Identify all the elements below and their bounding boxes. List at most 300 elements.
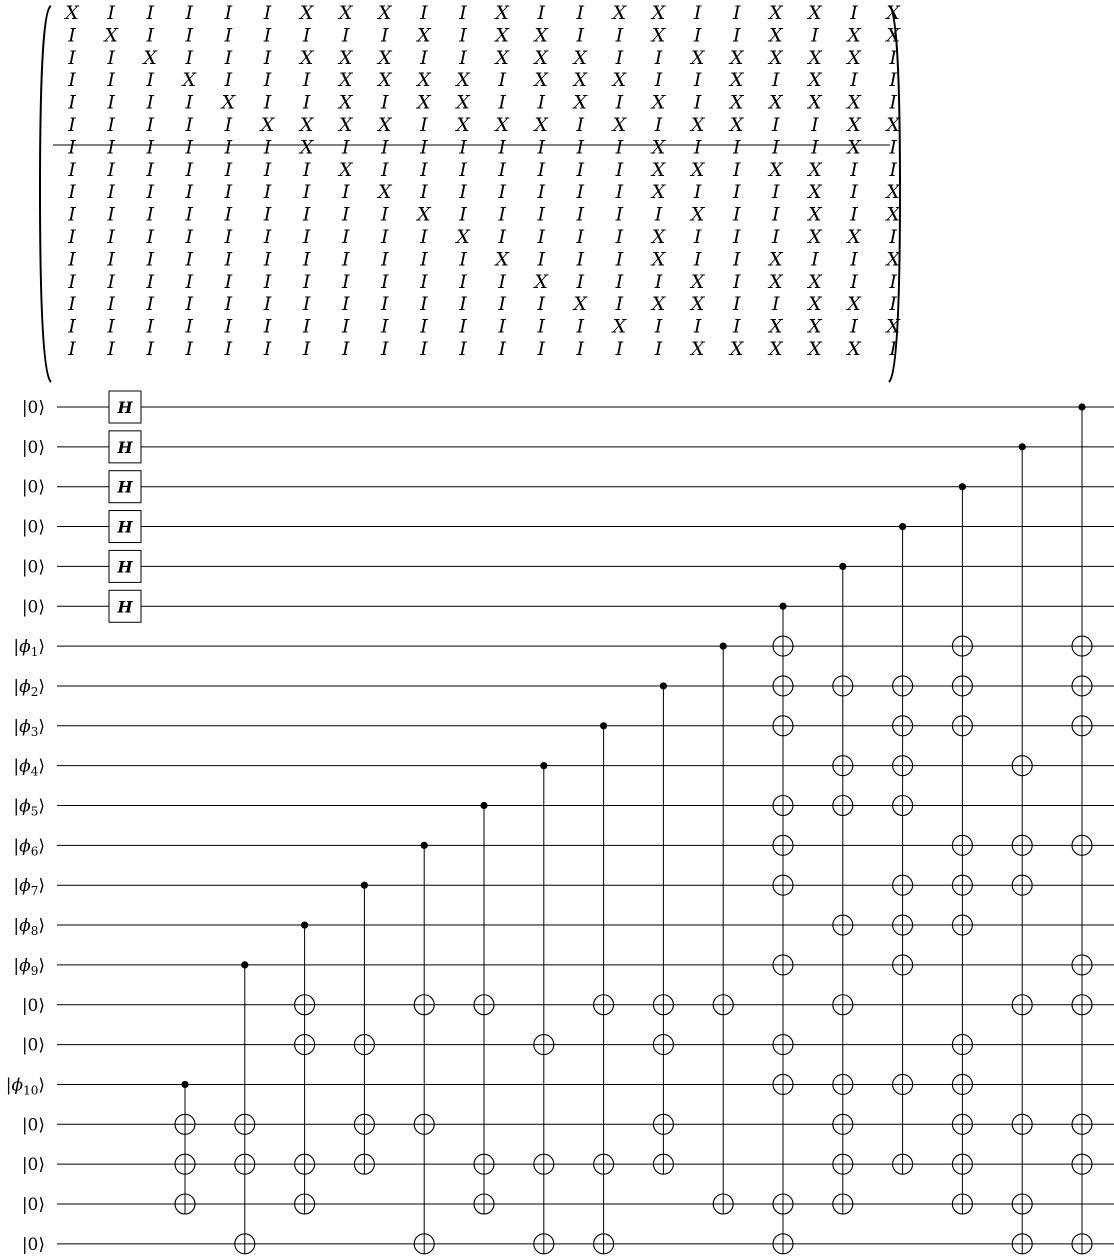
cnot-target <box>1012 835 1032 855</box>
matrix-entry: X <box>729 91 744 114</box>
matrix-entry: I <box>850 203 858 226</box>
matrix-entry: I <box>615 181 624 204</box>
matrix-entry: I <box>889 69 897 92</box>
matrix-entry: X <box>847 91 861 114</box>
cnot-target <box>1072 1154 1092 1174</box>
matrix-entry: X <box>417 203 431 226</box>
matrix-entry: I <box>146 114 154 136</box>
cnot-target <box>1012 995 1032 1015</box>
matrix-entry: X <box>495 248 509 271</box>
matrix-entry: I <box>498 181 506 204</box>
matrix-entry: I <box>185 181 194 204</box>
matrix-entry: I <box>850 2 858 24</box>
matrix-entry: X <box>808 158 822 181</box>
matrix-entry: X <box>378 46 392 69</box>
matrix-entry: X <box>886 181 900 204</box>
matrix-entry: I <box>224 69 233 92</box>
cnot-target <box>414 1234 434 1254</box>
matrix-entry: I <box>381 293 389 316</box>
matrix-entry: X <box>808 293 822 316</box>
wire-label: $|\phi_5⟩$ <box>13 796 45 819</box>
cnot-target <box>1072 1114 1092 1134</box>
cnot-target <box>1012 1194 1032 1214</box>
matrix-entry: I <box>732 226 741 248</box>
control-dot <box>421 842 428 849</box>
matrix-entry: I <box>654 69 663 92</box>
matrix-entry: I <box>420 270 428 293</box>
matrix-entry: I <box>107 248 115 271</box>
matrix-entry: X <box>886 24 900 47</box>
matrix-entry: X <box>534 114 548 136</box>
matrix-entry: I <box>381 24 389 47</box>
matrix-entry: I <box>459 136 467 159</box>
matrix-entry: X <box>495 24 509 47</box>
matrix-entry: I <box>693 136 702 159</box>
matrix-entry: X <box>651 136 666 159</box>
cnot-target <box>952 1194 972 1214</box>
cnot-target <box>952 915 972 935</box>
matrix-entry: I <box>381 248 389 271</box>
matrix-entry: X <box>651 248 666 271</box>
matrix-entry: I <box>420 226 428 248</box>
matrix-entry: I <box>459 46 467 69</box>
matrix-entry: I <box>693 91 702 114</box>
matrix-entry: I <box>68 136 76 159</box>
matrix-entry: I <box>576 114 585 136</box>
matrix-entry: X <box>338 91 353 114</box>
matrix-entry: X <box>378 181 392 204</box>
matrix-entry: X <box>769 2 783 24</box>
matrix-entry: I <box>341 181 350 204</box>
cnot-target <box>773 1234 793 1254</box>
matrix-entry: I <box>537 181 545 204</box>
matrix-entry: X <box>808 91 822 114</box>
matrix-entry: I <box>185 226 194 248</box>
matrix-entry: X <box>808 338 822 360</box>
matrix-entry: I <box>68 226 76 248</box>
matrix-entry: I <box>107 91 115 114</box>
matrix-entry: I <box>224 226 233 248</box>
cnot-target <box>952 1154 972 1174</box>
matrix-entry: X <box>769 270 783 293</box>
matrix-entry: I <box>263 315 272 338</box>
matrix-entry: I <box>732 24 741 47</box>
matrix-entry: I <box>420 136 428 159</box>
matrix-entry: I <box>224 158 233 181</box>
cnot-target <box>1072 1234 1092 1254</box>
matrix-entry: I <box>68 69 76 92</box>
matrix-entry: I <box>459 24 467 47</box>
wire-labels <box>6 398 45 1255</box>
matrix-entry: I <box>302 338 311 360</box>
matrix-entry: X <box>378 69 392 92</box>
matrix-entry: X <box>143 46 157 69</box>
cnot-target <box>893 1074 913 1094</box>
cnot-target <box>833 756 853 776</box>
stabilizer-matrix <box>40 2 901 382</box>
matrix-entry: I <box>459 158 467 181</box>
cnot-target <box>833 915 853 935</box>
matrix-entry: X <box>338 2 353 24</box>
matrix-entry: I <box>263 293 272 316</box>
matrix-entry: X <box>847 226 861 248</box>
matrix-entry: X <box>495 2 509 24</box>
matrix-entry: X <box>651 2 666 24</box>
matrix-entry: I <box>537 293 545 316</box>
matrix-entry: I <box>263 158 272 181</box>
matrix-entry: X <box>378 2 392 24</box>
matrix-entry: I <box>381 315 389 338</box>
matrix-entry: I <box>146 158 154 181</box>
wire-label: $|\phi_4⟩$ <box>13 756 45 779</box>
matrix-entry: I <box>576 248 585 271</box>
matrix-entry: I <box>263 203 272 226</box>
matrix-entry: I <box>850 181 858 204</box>
matrix-entry: I <box>732 315 741 338</box>
cnot-target <box>295 1194 315 1214</box>
matrix-entry: I <box>107 46 115 69</box>
cnot-target <box>893 955 913 975</box>
cnot-target <box>893 676 913 696</box>
matrix-entry: I <box>107 2 115 24</box>
matrix-entry: I <box>654 46 663 69</box>
matrix-entry: X <box>847 338 861 360</box>
matrix-entry: I <box>420 46 428 69</box>
matrix-entry: I <box>263 69 272 92</box>
matrix-entry: I <box>615 158 624 181</box>
matrix-entry: I <box>341 203 350 226</box>
matrix-entry: X <box>886 315 900 338</box>
matrix-entry: X <box>847 114 861 136</box>
matrix-entry: X <box>808 46 822 69</box>
matrix-entry: I <box>68 24 76 47</box>
control-dot <box>779 603 786 610</box>
matrix-entry: I <box>459 248 467 271</box>
cnot-target <box>235 1114 255 1134</box>
matrix-entry: I <box>576 338 585 360</box>
matrix-entry: I <box>654 338 663 360</box>
matrix-entry: I <box>537 91 545 114</box>
hadamard-gate-label: H <box>117 477 133 497</box>
matrix-entry: I <box>889 293 897 316</box>
cnot-target <box>773 1035 793 1055</box>
matrix-entry: I <box>68 46 76 69</box>
cnot-target <box>773 875 793 895</box>
hadamard-gate-label: H <box>117 517 133 537</box>
wire-label: |0⟩ <box>21 597 45 618</box>
control-dot <box>1078 403 1085 410</box>
matrix-entry: I <box>772 293 780 316</box>
matrix-entry: I <box>302 203 311 226</box>
matrix-entry: I <box>263 248 272 271</box>
matrix-entry: X <box>808 69 822 92</box>
matrix-entry: I <box>146 136 154 159</box>
matrix-entry: X <box>651 158 666 181</box>
cnot-target <box>1012 756 1032 776</box>
matrix-entry: X <box>612 114 627 136</box>
matrix-entry: I <box>146 2 154 24</box>
cnot-target <box>354 1154 374 1174</box>
matrix-entry: I <box>615 46 624 69</box>
cnot-target <box>534 1035 554 1055</box>
matrix-entry: X <box>612 69 627 92</box>
matrix-entry: I <box>772 203 780 226</box>
wire-label: |0⟩ <box>21 1115 45 1136</box>
matrix-entry: X <box>456 69 470 92</box>
matrix-entry: I <box>732 203 741 226</box>
cnot-target <box>893 716 913 736</box>
wire-label: |0⟩ <box>21 557 45 578</box>
matrix-entry: I <box>341 270 350 293</box>
matrix-entry: I <box>263 136 272 159</box>
matrix-entry: I <box>263 181 272 204</box>
control-dot <box>540 762 547 769</box>
matrix-entry: I <box>341 226 350 248</box>
matrix-entry: I <box>146 203 154 226</box>
matrix-entry: X <box>260 114 275 136</box>
control-dot <box>1019 443 1026 450</box>
hadamard-gate-label: H <box>117 557 133 577</box>
matrix-entry: I <box>498 315 506 338</box>
cnot-target <box>594 1234 614 1254</box>
matrix-entry: X <box>651 226 666 248</box>
control-dot <box>241 961 248 968</box>
matrix-entry: X <box>769 24 783 47</box>
cnot-target <box>833 995 853 1015</box>
matrix-entry: I <box>732 293 741 316</box>
matrix-entry: I <box>341 315 350 338</box>
wire-label: $|\phi_1⟩$ <box>13 637 45 660</box>
matrix-entry: I <box>615 338 624 360</box>
matrix-entry: I <box>341 293 350 316</box>
wire-label: |0⟩ <box>21 477 45 498</box>
matrix-entry: X <box>808 2 822 24</box>
matrix-entry: I <box>107 69 115 92</box>
matrix-entry: I <box>302 181 311 204</box>
cnot-target <box>773 955 793 975</box>
cnot-target <box>833 1114 853 1134</box>
matrix-entry: X <box>729 114 744 136</box>
matrix-entry: I <box>68 181 76 204</box>
cnot-target <box>175 1154 195 1174</box>
cnot-target <box>893 796 913 816</box>
matrix-entry: I <box>146 24 154 47</box>
matrix-entry: I <box>772 226 780 248</box>
wire-label: |0⟩ <box>21 1234 45 1255</box>
matrix-entry: I <box>224 46 233 69</box>
matrix-entry: I <box>263 226 272 248</box>
cnot-target <box>594 995 614 1015</box>
matrix-entry: I <box>107 226 115 248</box>
wire-label: $|\phi_8⟩$ <box>13 916 45 939</box>
matrix-entry: X <box>808 315 822 338</box>
matrix-entry: X <box>495 114 509 136</box>
cnot-target <box>653 1114 673 1134</box>
matrix-entry: I <box>302 293 311 316</box>
matrix-entry: X <box>417 91 431 114</box>
matrix-entry: X <box>808 181 822 204</box>
matrix-entry: X <box>573 293 588 316</box>
matrix-entry: I <box>302 24 311 47</box>
matrix-entry: X <box>221 91 236 114</box>
matrix-entry: I <box>146 293 154 316</box>
cnot-target <box>534 1154 554 1174</box>
matrix-entry: I <box>732 136 741 159</box>
cnot-target <box>414 995 434 1015</box>
cnot-target <box>653 1154 673 1174</box>
matrix-entry: X <box>847 46 861 69</box>
matrix-entry: X <box>847 24 861 47</box>
matrix-entry: I <box>850 158 858 181</box>
cnot-target <box>235 1154 255 1174</box>
matrix-entry: I <box>498 293 506 316</box>
matrix-entry: X <box>769 158 783 181</box>
matrix-entry: X <box>456 226 470 248</box>
cnot-target <box>1072 676 1092 696</box>
cnot-target <box>474 1194 494 1214</box>
control-dot <box>839 563 846 570</box>
matrix-entry: I <box>654 270 663 293</box>
matrix-entry: I <box>224 181 233 204</box>
matrix-entry: I <box>185 46 194 69</box>
matrix-entry: X <box>690 203 705 226</box>
wire-label: $|\phi_6⟩$ <box>13 836 45 859</box>
matrix-entry: I <box>68 338 76 360</box>
matrix-entry: I <box>693 315 702 338</box>
matrix-entry: I <box>302 226 311 248</box>
matrix-entry: I <box>576 24 585 47</box>
control-dot <box>361 882 368 889</box>
matrix-entry: I <box>107 270 115 293</box>
matrix-entry: I <box>772 69 780 92</box>
matrix-entry: I <box>498 158 506 181</box>
matrix-entry: I <box>576 2 585 24</box>
cnot-target <box>354 1035 374 1055</box>
matrix-entry: I <box>811 114 819 136</box>
matrix-entry: I <box>537 203 545 226</box>
cnot-target <box>952 676 972 696</box>
matrix-entry: I <box>341 338 350 360</box>
matrix-entry: I <box>302 69 311 92</box>
matrix-entry: I <box>381 136 389 159</box>
cnot-target <box>893 875 913 895</box>
matrix-entry: I <box>732 181 741 204</box>
matrix-entry: I <box>185 136 194 159</box>
hadamard-gate-label: H <box>117 597 133 617</box>
matrix-entry: X <box>651 24 666 47</box>
hadamard-gate-label: H <box>117 437 133 457</box>
matrix-entry: I <box>107 158 115 181</box>
matrix-entry: I <box>811 248 819 271</box>
control-dot <box>301 921 308 928</box>
matrix-entry: X <box>534 270 548 293</box>
cnot-target <box>1012 1234 1032 1254</box>
cnot-target <box>773 676 793 696</box>
matrix-entry: I <box>693 69 702 92</box>
matrix-entry: X <box>808 203 822 226</box>
matrix-entry: I <box>420 2 428 24</box>
matrix-entry: X <box>534 24 548 47</box>
matrix-entry: X <box>104 24 118 47</box>
matrix-entry: X <box>729 338 744 360</box>
matrix-entry: I <box>185 114 194 136</box>
cnot-target <box>833 1194 853 1214</box>
matrix-entry: X <box>573 46 588 69</box>
matrix-entry: I <box>693 24 702 47</box>
cnot-target <box>594 1154 614 1174</box>
matrix-entry: I <box>576 203 585 226</box>
matrix-entry: I <box>107 136 115 159</box>
matrix-left-paren <box>40 6 51 382</box>
matrix-entry: X <box>338 69 353 92</box>
cnot-target <box>1072 995 1092 1015</box>
matrix-entry: I <box>146 181 154 204</box>
matrix-entry: I <box>68 91 76 114</box>
matrix-entry: I <box>185 158 194 181</box>
matrix-entry: I <box>811 24 819 47</box>
wire-label: $|\phi_7⟩$ <box>13 876 45 899</box>
matrix-entry: I <box>459 181 467 204</box>
matrix-entry: I <box>576 181 585 204</box>
hadamard-gate-label: H <box>117 398 133 417</box>
matrix-entry: I <box>459 293 467 316</box>
matrix-entry: I <box>498 226 506 248</box>
cnot-target <box>952 1035 972 1055</box>
wire-label: $|\phi_2⟩$ <box>13 676 45 699</box>
matrix-entry: I <box>185 315 194 338</box>
matrix-entry: I <box>381 226 389 248</box>
matrix-entry: I <box>615 270 624 293</box>
matrix-entry: I <box>185 2 194 24</box>
matrix-entry: I <box>615 248 624 271</box>
matrix-entry: I <box>263 91 272 114</box>
matrix-entry: X <box>456 91 470 114</box>
cnot-target <box>534 1234 554 1254</box>
matrix-entry: X <box>886 248 900 271</box>
matrix-entry: I <box>107 338 115 360</box>
matrix-entry: I <box>185 293 194 316</box>
matrix-entry: I <box>459 203 467 226</box>
matrix-entry: X <box>808 226 822 248</box>
matrix-entry: X <box>886 203 900 226</box>
cnot-target <box>952 835 972 855</box>
matrix-entry: I <box>498 136 506 159</box>
matrix-entry: X <box>299 2 314 24</box>
matrix-entry: I <box>302 91 311 114</box>
cnot-target <box>653 995 673 1015</box>
matrix-entry: I <box>693 226 702 248</box>
matrix-entry: I <box>420 181 428 204</box>
matrix-entry: I <box>889 270 897 293</box>
matrix-entry: I <box>459 338 467 360</box>
cnot-target <box>952 875 972 895</box>
cnot-target <box>773 1074 793 1094</box>
matrix-entry: I <box>107 315 115 338</box>
matrix-entry: X <box>651 293 666 316</box>
matrix-entry: X <box>886 114 900 136</box>
matrix-entry: I <box>420 158 428 181</box>
control-dot <box>660 682 667 689</box>
matrix-entry: I <box>224 338 233 360</box>
matrix-entry: I <box>537 248 545 271</box>
matrix-entry: I <box>850 315 858 338</box>
matrix-entry: I <box>889 338 897 360</box>
cnot-target <box>1012 1114 1032 1134</box>
matrix-entry: I <box>772 114 780 136</box>
matrix-entry: I <box>420 248 428 271</box>
matrix-entry: I <box>889 91 897 114</box>
matrix-entry: X <box>338 46 353 69</box>
